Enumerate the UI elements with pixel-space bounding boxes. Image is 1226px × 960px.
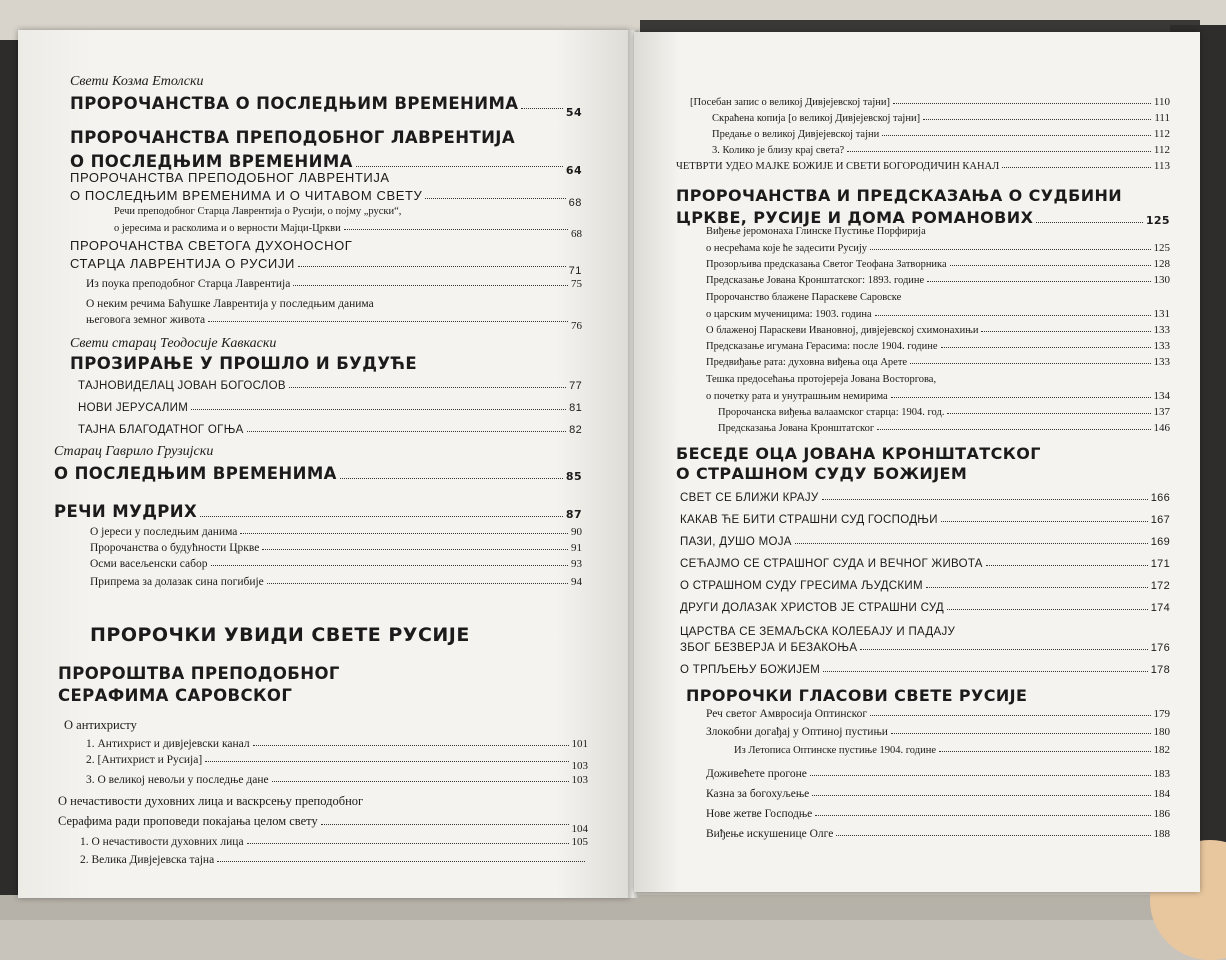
toc-entry[interactable] [680, 536, 1170, 548]
toc-subheading[interactable]: О антихристу [64, 718, 137, 732]
toc-page: 146 [1153, 422, 1170, 434]
toc-page: 87 [565, 508, 582, 521]
toc-page: 172 [1150, 580, 1170, 592]
toc-entry[interactable] [80, 836, 588, 848]
toc-subentry-line: Пророчанство блажене Параскеве Саровске [706, 292, 902, 303]
toc-title: СВЕТ СЕ БЛИЖИ КРАЈУ [680, 492, 819, 504]
toc-entry[interactable] [680, 514, 1170, 526]
toc-page: 125 [1145, 214, 1170, 227]
toc-title: Предање о великој Дивјејевској тајни [712, 129, 880, 140]
toc-page: 188 [1153, 828, 1170, 840]
toc-title: Предвиђање рата: духовна виђења оца Арете [706, 357, 908, 368]
toc-title: [Посебан запис о великој Дивјејевској тајни] [690, 97, 890, 108]
toc-entry[interactable] [706, 768, 1170, 780]
toc-entry[interactable] [70, 94, 582, 119]
toc-title: Доживећете прогоне [706, 768, 807, 780]
toc-page: 68 [571, 228, 582, 240]
toc-entry[interactable] [78, 424, 582, 436]
toc-title: ТАЈНА БЛАГОДАТНОГ ОГЊА [78, 424, 244, 436]
toc-page: 130 [1153, 274, 1170, 286]
toc-entry[interactable] [718, 406, 1170, 418]
toc-entry[interactable] [718, 422, 1170, 434]
toc-title: Виђење искушенице Олге [706, 828, 834, 840]
toc-title: 3. О великој невољи у последње дане [86, 774, 269, 786]
toc-entry[interactable] [706, 258, 1170, 270]
toc-page: 166 [1150, 492, 1170, 504]
toc-page: 176 [1150, 642, 1170, 654]
toc-entry[interactable] [78, 402, 582, 414]
toc-entry[interactable] [90, 526, 582, 538]
toc-entry[interactable] [680, 664, 1170, 676]
toc-title: Пророчанства о будућности Цркве [90, 542, 260, 554]
toc-entry[interactable] [734, 744, 1170, 756]
toc-title: Припрема за долазак сина погибије [90, 576, 264, 588]
toc-title: Реч светог Амвросија Оптинског [706, 708, 868, 720]
toc-page: 68 [568, 197, 582, 209]
toc-subentry-line: Тешка предосећања протојереја Јована Восторгова, [706, 374, 937, 385]
toc-title: Осми васељенски сабор [90, 558, 208, 570]
toc-entry[interactable] [54, 502, 582, 521]
toc-page: 180 [1153, 726, 1170, 738]
toc-page: 183 [1153, 768, 1170, 780]
toc-heading[interactable]: ПРОРОЧКИ ГЛАСОВИ СВЕТЕ РУСИЈЕ [686, 686, 1028, 705]
toc-title: 1. О нечастивости духовних лица [80, 836, 244, 848]
toc-entry[interactable] [680, 492, 1170, 504]
toc-heading-line: ПРОРОШТВА ПРЕПОДОБНОГ [58, 664, 340, 683]
toc-entry[interactable] [706, 340, 1170, 352]
toc-title: Из Летописа Оптинске пустиње 1904. године [734, 745, 936, 756]
toc-title: О ПОСЛЕДЊИМ ВРЕМЕНИМА [70, 152, 353, 171]
toc-heading-line: БЕСЕДЕ ОЦА ЈОВАНА КРОНШТАТСКОГ [676, 444, 1041, 463]
toc-page: 167 [1150, 514, 1170, 526]
toc-title: ПРОРОЧАНСТВА О ПОСЛЕДЊИМ ВРЕМЕНИМА [70, 94, 519, 113]
toc-page: 137 [1153, 406, 1170, 418]
toc-title: КАКАВ ЋЕ БИТИ СТРАШНИ СУД ГОСПОДЊИ [680, 514, 938, 526]
toc-page: 128 [1153, 258, 1170, 270]
toc-page: 64 [565, 164, 582, 177]
author-name: Свети старац Теодосије Кавкаски [70, 336, 277, 351]
toc-entry[interactable] [90, 542, 582, 554]
toc-title: 3. Колико је близу крај света? [712, 145, 845, 156]
toc-heading-line: ПРОРОЧАНСТВА ПРЕПОДОБНОГ ЛАВРЕНТИЈА [70, 128, 516, 147]
right-page [634, 32, 1200, 892]
toc-title: ПАЗИ, ДУШО МОЈА [680, 536, 792, 548]
toc-page: 54 [565, 106, 582, 119]
toc-entry[interactable] [712, 128, 1170, 140]
toc-page: 103 [571, 760, 588, 772]
toc-page: 76 [571, 320, 582, 332]
toc-entry[interactable] [58, 814, 588, 835]
toc-page: 112 [1153, 144, 1170, 156]
toc-entry[interactable] [70, 188, 582, 209]
toc-entry[interactable] [706, 788, 1170, 800]
toc-page: 174 [1150, 602, 1170, 614]
author-name: Свети Козма Етолски [70, 74, 204, 89]
toc-title: ТАЈНОВИДЕЛАЦ ЈОВАН БОГОСЛОВ [78, 380, 286, 392]
toc-page: 171 [1150, 558, 1170, 570]
toc-entry[interactable] [706, 828, 1170, 840]
toc-entry[interactable] [712, 112, 1170, 124]
toc-entry[interactable] [80, 854, 588, 866]
toc-entry[interactable] [90, 576, 582, 588]
toc-entry[interactable] [86, 774, 588, 786]
toc-title: РЕЧИ МУДРИХ [54, 502, 198, 521]
toc-title: Нове жетве Господње [706, 808, 813, 820]
toc-entry[interactable] [680, 580, 1170, 592]
toc-entry[interactable] [706, 726, 1170, 738]
toc-page: 103 [571, 774, 588, 786]
toc-page: 93 [571, 558, 582, 570]
toc-heading[interactable]: ПРОЗИРАЊЕ У ПРОШЛО И БУДУЋЕ [70, 354, 418, 373]
toc-title: о јересима и расколима и о верности Мајци-Цркви [114, 223, 341, 234]
toc-entry[interactable] [86, 738, 588, 750]
toc-page: 77 [569, 380, 582, 392]
toc-title: О ПОСЛЕДЊИМ ВРЕМЕНИМА И О ЧИТАВОМ СВЕТУ [70, 188, 423, 203]
toc-page: 105 [571, 836, 588, 848]
toc-page: 133 [1153, 356, 1170, 368]
toc-entry[interactable] [690, 96, 1170, 108]
toc-entry[interactable] [706, 308, 1170, 320]
toc-subentry-line: О неким речима Баћушке Лаврентија у последњим данима [86, 298, 374, 310]
toc-page: 179 [1153, 708, 1170, 720]
toc-entry[interactable] [706, 356, 1170, 368]
toc-subentry-line: Виђење јеромонаха Глинске Пустиње Порфирија [706, 226, 926, 237]
toc-page: 184 [1153, 788, 1170, 800]
toc-title: Пророчанска виђења валаамског старца: 1904. год. [718, 407, 945, 418]
toc-title: О ТРПЉЕЊУ БОЖИЈЕМ [680, 664, 821, 676]
toc-page: 71 [568, 265, 582, 277]
toc-title: О ПОСЛЕДЊИМ ВРЕМЕНИМА [54, 464, 337, 483]
toc-title: његовога земног живота [86, 314, 206, 326]
toc-subentry-line: Речи преподобног Старца Лаврентија о Русији, о појму „руски“, [114, 206, 402, 217]
toc-title: Скраћена копија [о великој Дивјејевској тајни] [712, 113, 921, 124]
toc-page: 104 [571, 823, 588, 835]
toc-entry[interactable] [676, 208, 1170, 227]
toc-title: о почетку рата и унутрашњим немирима [706, 391, 888, 402]
toc-title: 2. [Антихрист и Русија] [86, 754, 203, 766]
toc-heading-line: ПРОРОЧАНСТВА И ПРЕДСКАЗАЊА О СУДБИНИ [676, 186, 1123, 205]
section-title: ПРОРОЧКИ УВИДИ СВЕТЕ РУСИЈЕ [90, 624, 470, 646]
toc-title: 2. Велика Дивјејевска тајна [80, 854, 215, 866]
toc-title: Предсказање игумана Герасима: после 1904. године [706, 341, 938, 352]
toc-title: НОВИ ЈЕРУСАЛИМ [78, 402, 189, 414]
toc-title: Предсказања Јована Кронштатског [718, 423, 875, 434]
toc-page: 178 [1150, 664, 1170, 676]
toc-heading-line: ПРОРОЧАНСТВА СВЕТОГА ДУХОНОСНОГ [70, 238, 353, 253]
toc-page: 131 [1153, 308, 1170, 320]
toc-title: ЧЕТВРТИ УДЕО МАЈКЕ БОЖИЈЕ И СВЕТИ БОГОРОДИЧИН КАНАЛ [676, 161, 1000, 172]
toc-title: о несрећама које ће задесити Русију [706, 243, 868, 254]
toc-page: 90 [571, 526, 582, 538]
toc-entry[interactable] [706, 274, 1170, 286]
toc-page: 112 [1153, 128, 1170, 140]
toc-title: ЦРКВЕ, РУСИЈЕ И ДОМА РОМАНОВИХ [676, 208, 1034, 227]
toc-page: 85 [565, 470, 582, 483]
toc-page: 186 [1153, 808, 1170, 820]
toc-entry[interactable] [712, 144, 1170, 156]
toc-entry-line: ЦАРСТВА СЕ ЗЕМАЉСКА КОЛЕБАЈУ И ПАДАЈУ [680, 626, 956, 638]
toc-page: 81 [569, 402, 582, 414]
toc-title: Серафима ради проповеди покајања целом свету [58, 814, 318, 828]
toc-entry[interactable] [86, 278, 582, 290]
toc-page: 94 [571, 576, 582, 588]
toc-entry[interactable] [78, 380, 582, 392]
toc-entry[interactable] [54, 464, 582, 483]
toc-page: 125 [1153, 242, 1170, 254]
toc-entry[interactable] [676, 160, 1170, 172]
toc-page: 113 [1153, 160, 1170, 172]
toc-entry[interactable] [70, 152, 582, 177]
toc-title: СТАРЦА ЛАВРЕНТИЈА О РУСИЈИ [70, 256, 295, 271]
toc-page: 75 [571, 278, 582, 290]
toc-page: 133 [1153, 324, 1170, 336]
toc-page: 134 [1153, 390, 1170, 402]
toc-entry[interactable] [86, 314, 582, 332]
toc-title: СЕЋАЈМО СЕ СТРАШНОГ СУДА И ВЕЧНОГ ЖИВОТА [680, 558, 983, 570]
toc-page: 82 [569, 424, 582, 436]
author-name: Старац Гаврило Грузијски [54, 444, 214, 459]
toc-heading-line: О СТРАШНОМ СУДУ БОЖИЈЕМ [676, 464, 968, 483]
toc-title: Предсказање Јована Кронштатског: 1893. године [706, 275, 925, 286]
toc-page: 182 [1153, 744, 1170, 756]
toc-title: Казна за богохуљење [706, 788, 810, 800]
toc-subheading-line: О нечастивости духовних лица и васкрсењу преподобног [58, 794, 364, 808]
toc-title: 1. Антихрист и дивјејевски канал [86, 738, 250, 750]
toc-title: О јереси у последњим данима [90, 526, 238, 538]
toc-heading-line: ПРОРОЧАНСТВА ПРЕПОДОБНОГ ЛАВРЕНТИЈА [70, 170, 390, 185]
toc-page: 169 [1150, 536, 1170, 548]
toc-entry[interactable] [114, 222, 582, 240]
toc-entry[interactable] [706, 242, 1170, 254]
toc-entry[interactable] [706, 390, 1170, 402]
toc-entry[interactable] [680, 602, 1170, 614]
toc-entry[interactable] [706, 808, 1170, 820]
toc-entry[interactable] [680, 558, 1170, 570]
toc-entry[interactable] [90, 558, 582, 570]
toc-heading-line: СЕРАФИМА САРОВСКОГ [58, 686, 293, 705]
toc-title: Из поука преподобног Старца Лаврентија [86, 278, 291, 290]
table-surface [0, 895, 1226, 920]
toc-title: о царским мученицима: 1903. година [706, 309, 872, 320]
toc-page: 91 [571, 542, 582, 554]
toc-entry[interactable] [70, 256, 582, 277]
toc-title: Прозорљива предсказања Светог Теофана Затворника [706, 259, 947, 270]
toc-page: 111 [1154, 112, 1170, 124]
toc-title: Злокобни догађај у Оптиној пустињи [706, 726, 888, 738]
toc-title: О СТРАШНОМ СУДУ ГРЕСИМА ЉУДСКИМ [680, 580, 923, 592]
toc-title: ЗБОГ БЕЗВЕРЈА И БЕЗАКОЊА [680, 642, 858, 654]
toc-page: 101 [571, 738, 588, 750]
toc-entry[interactable] [86, 754, 588, 772]
toc-page: 133 [1153, 340, 1170, 352]
toc-title: ДРУГИ ДОЛАЗАК ХРИСТОВ ЈЕ СТРАШНИ СУД [680, 602, 944, 614]
toc-entry[interactable] [680, 642, 1170, 654]
toc-entry[interactable] [706, 708, 1170, 720]
left-page [18, 30, 630, 898]
toc-page: 110 [1153, 96, 1170, 108]
toc-title: О блаженој Параскеви Ивановној, дивјејевској схимонахињи [706, 325, 979, 336]
toc-entry[interactable] [706, 324, 1170, 336]
